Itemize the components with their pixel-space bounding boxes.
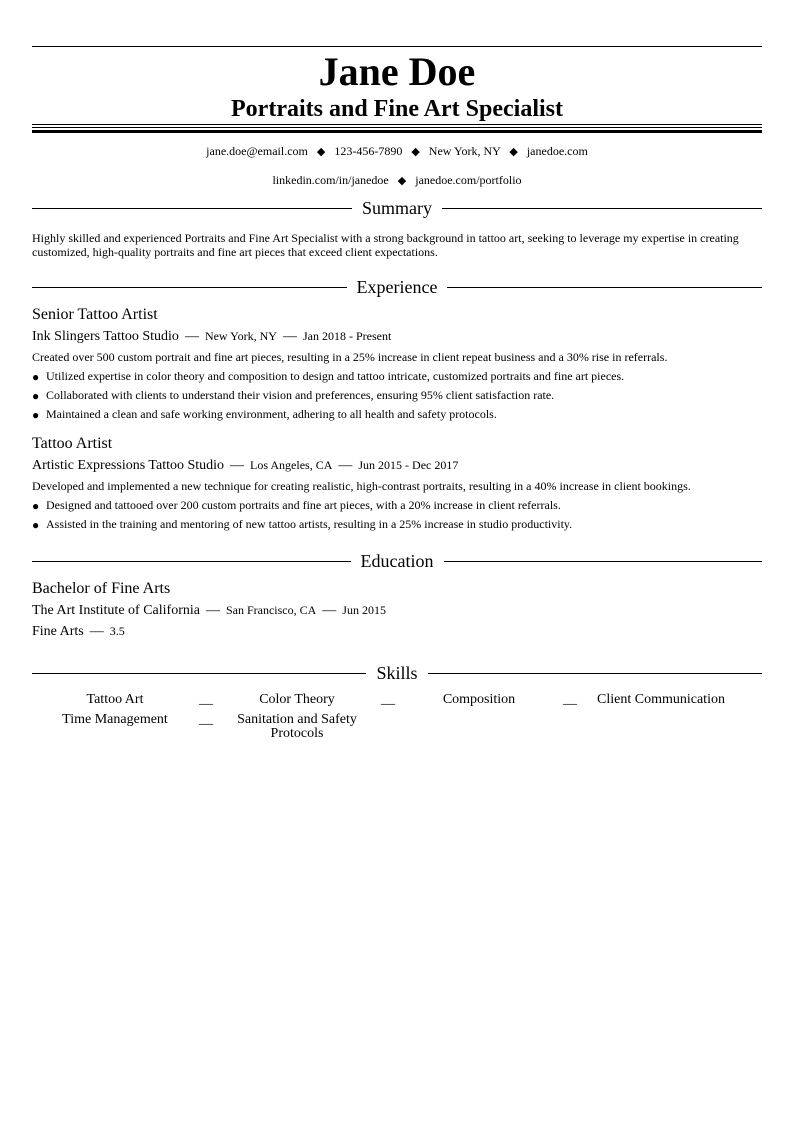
skill-item: Composition — [442, 692, 516, 707]
location: New York, NY — [428, 144, 501, 158]
list-item — [32, 369, 762, 383]
job-dates: Jun 2015 - Dec 2017 — [358, 458, 459, 472]
header-rule-1 — [32, 124, 762, 125]
degree-name: Bachelor of Fine Arts — [32, 580, 171, 597]
education-meta — [32, 601, 762, 620]
dash-separator: — — [205, 603, 220, 618]
skills-heading — [32, 661, 762, 685]
diamond-icon: ◆ — [411, 146, 420, 158]
skill-separator: __ — [199, 692, 213, 707]
list-item — [32, 517, 762, 531]
contact-row-2 — [32, 173, 762, 188]
gpa-value: 3.5 — [109, 624, 125, 638]
bullet-text: Assisted in the training and mentoring of new tattoo artists, resulting in a 25% increase in studio productivity. — [46, 517, 573, 531]
job-location: Los Angeles, CA — [250, 458, 333, 472]
dash-separator: — — [89, 624, 104, 639]
heading-rule — [447, 287, 762, 288]
education-heading — [32, 549, 762, 573]
skills-list — [32, 693, 762, 741]
company-name: Artistic Expressions Tattoo Studio — [32, 458, 225, 473]
bullet-text: Maintained a clean and safe working environment, adhering to all health and safety protocols. — [46, 407, 497, 421]
header-rule-2 — [32, 127, 762, 128]
section-title: Skills — [376, 663, 418, 683]
bullet-icon: ● — [32, 499, 40, 513]
diamond-icon: ◆ — [397, 175, 407, 187]
job-meta — [32, 327, 762, 346]
summary-heading — [32, 196, 762, 220]
list-item — [32, 388, 762, 402]
contact-row-1 — [32, 144, 762, 159]
heading-rule — [444, 561, 763, 562]
job-meta — [32, 456, 762, 475]
list-item — [32, 407, 762, 421]
skill-item: Time Management — [62, 712, 168, 727]
heading-rule — [32, 673, 366, 674]
heading-rule — [442, 208, 762, 209]
section-title: Experience — [356, 277, 438, 297]
skill-item: Tattoo Art — [86, 692, 144, 707]
candidate-title: Portraits and Fine Art Specialist — [231, 96, 563, 122]
bullet-icon: ● — [32, 370, 40, 384]
resume-page — [32, 0, 762, 741]
job-entry — [32, 434, 762, 531]
dash-separator: — — [338, 458, 353, 473]
heading-rule — [32, 561, 351, 562]
section-title: Education — [360, 551, 434, 571]
dash-separator: — — [230, 458, 245, 473]
phone-number: 123-456-7890 — [334, 144, 403, 158]
website-link[interactable]: janedoe.com — [526, 144, 588, 158]
job-dates: Jan 2018 - Present — [302, 329, 392, 343]
graduation-date: Jun 2015 — [342, 603, 386, 617]
bullet-icon: ● — [32, 408, 40, 422]
bullet-text: Collaborated with clients to understand their vision and preferences, ensuring 95% client satisfaction rate. — [46, 388, 555, 402]
bullet-icon: ● — [32, 389, 40, 403]
job-bullets — [32, 369, 762, 421]
bullet-icon: ● — [32, 518, 40, 532]
skill-separator: __ — [381, 692, 395, 707]
dash-separator: — — [322, 603, 337, 618]
skill-item: Sanitation and Safety Protocols — [237, 712, 357, 741]
top-rule — [32, 46, 762, 47]
school-location: San Francisco, CA — [225, 603, 317, 617]
job-description: Created over 500 custom portrait and fine art pieces, resulting in a 25% increase in client repeat business and a 30% rise in referrals. — [32, 350, 668, 364]
portfolio-link[interactable]: janedoe.com/portfolio — [415, 173, 522, 187]
bullet-text: Utilized expertise in color theory and composition to design and tattoo intricate, customized portraits and fine art pieces. — [46, 369, 625, 383]
skill-separator: __ — [199, 712, 213, 727]
experience-heading — [32, 275, 762, 299]
job-title: Tattoo Artist — [32, 435, 113, 452]
skill-item: Client Communication — [597, 692, 725, 707]
section-title: Summary — [362, 198, 432, 218]
list-item — [32, 498, 762, 512]
heading-rule — [428, 673, 762, 674]
linkedin-link[interactable]: linkedin.com/in/janedoe — [272, 173, 389, 187]
job-bullets — [32, 498, 762, 531]
dash-separator: — — [282, 329, 297, 344]
heading-rule — [32, 287, 347, 288]
education-entry — [32, 579, 762, 641]
diamond-icon: ◆ — [316, 146, 326, 158]
heading-rule — [32, 208, 352, 209]
skill-separator: __ — [563, 692, 577, 707]
job-entry — [32, 305, 762, 421]
summary-text: Highly skilled and experienced Portraits and Fine Art Specialist with a strong background in tattoo art, seeking to leverage my expertise in creating customized, high-quality portraits and fine art pieces that exceed client expectations. — [32, 231, 739, 259]
dash-separator: — — [184, 329, 199, 344]
job-title: Senior Tattoo Artist — [32, 306, 158, 323]
job-description: Developed and implemented a new technique for creating realistic, high-contrast portraits, resulting in a 40% increase in client bookings. — [32, 479, 691, 493]
email-link[interactable]: jane.doe@email.com — [206, 144, 308, 158]
bullet-text: Designed and tattooed over 200 custom portraits and fine art pieces, with a 20% increase in client referrals. — [46, 498, 561, 512]
job-location: New York, NY — [204, 329, 277, 343]
skill-item: Color Theory — [259, 692, 335, 707]
field-name: Fine Arts — [32, 624, 84, 639]
field-of-study — [32, 622, 762, 641]
header-rule-thick — [32, 130, 762, 133]
school-name: The Art Institute of California — [32, 603, 200, 618]
company-name: Ink Slingers Tattoo Studio — [32, 329, 179, 344]
diamond-icon: ◆ — [509, 146, 518, 158]
candidate-name: Jane Doe — [318, 49, 476, 94]
